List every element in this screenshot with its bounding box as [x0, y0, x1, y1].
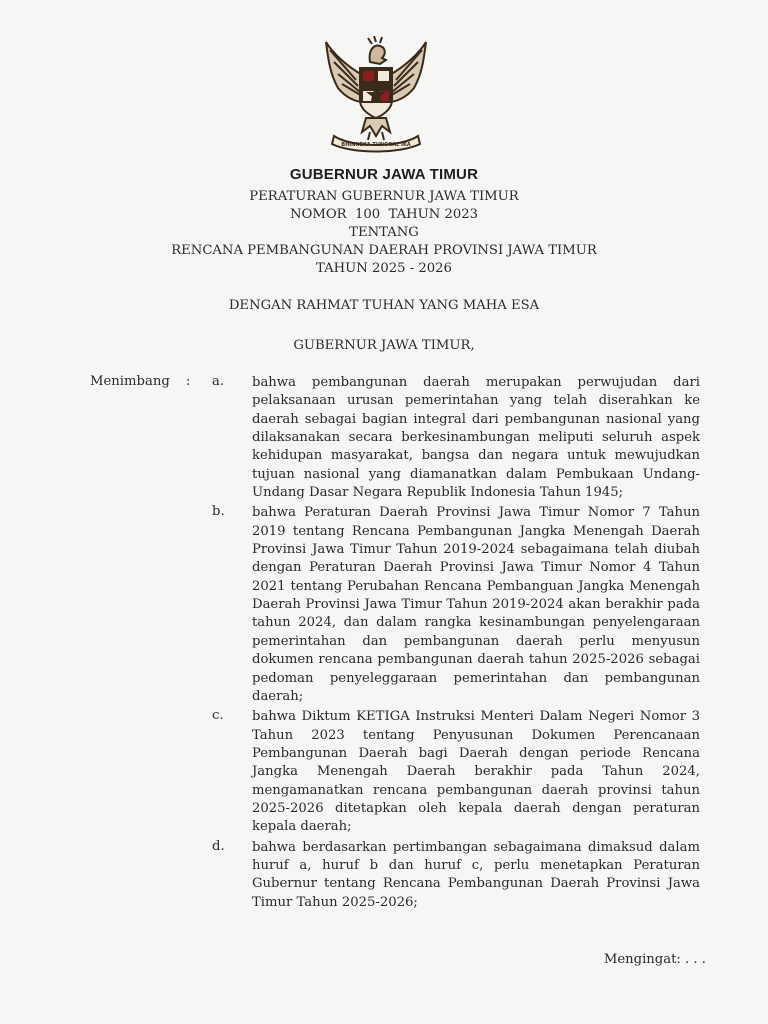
issuer-line: GUBERNUR JAWA TIMUR,: [293, 338, 475, 353]
regulation-period: TAHUN 2025 - 2026: [316, 261, 452, 276]
item-letter: c.: [212, 708, 224, 724]
regulation-heading: [0, 188, 768, 278]
regulation-subject: RENCANA PEMBANGUNAN DAERAH PROVINSI JAWA TIMUR: [171, 243, 597, 258]
considering-label: Menimbang: [90, 374, 170, 389]
list-item: [212, 504, 700, 706]
continuation-note: Mengingat: . . .: [603, 952, 706, 967]
item-letter: a.: [212, 374, 225, 389]
item-text: bahwa Peraturan Daerah Provinsi Jawa Timur Nomor 7 Tahun 2019 tentang Rencana Pembangunan Jangka Menengah Daerah Provinsi Jawa Timur Tahun 2019-2024 sebagaimana telah diubah dengan Peraturan Daerah Provinsi Jawa Timur Nomor 4 Tahun 2021 tentang Perubahan Rencana Pembanguan Jangka Menengah Daerah Provinsi Jawa Timur Tahun 2019-2024 akan berakhir pada tahun 2024, dan dalam rangka kesinambungan penyelengaraan pemerintahan dan pembangunan daerah perlu menyusun dokumen rencana pembangunan daerah tahun 2025-2026 sebagai pedoman penyeleggaraan pemerintahan dan pembangunan daerah;: [252, 505, 700, 704]
regulation-about: TENTANG: [349, 225, 419, 240]
garuda-pancasila-emblem-icon: [316, 36, 436, 154]
list-item: [212, 374, 700, 502]
considering-items: [212, 374, 700, 914]
list-item: [212, 839, 700, 912]
considering-colon: :: [186, 374, 191, 389]
svg-text:BHINNEKA TUNGGAL IKA: BHINNEKA TUNGGAL IKA: [341, 142, 411, 148]
item-text: bahwa pembangunan daerah merupakan perwujudan dari pelaksanaan urusan pemerintahan yang telah diserahkan ke daerah sebagai bagian integral dari pembangunan nasional yang dilaksanakan secara berkesinambungan meliputi seluruh aspek kehidupan masyarakat, bangsa dan negara untuk mewujudkan tujuan nasional yang diamanatkan dalam Pembukaan Undang-Undang Dasar Negara Republik Indonesia Tahun 1945;: [252, 375, 700, 501]
item-text: bahwa Diktum KETIGA Instruksi Menteri Dalam Negeri Nomor 3 Tahun 2023 tentang Penyusunan Dokumen Perencanaan Pembangunan Daerah bagi Daerah dengan periode Rencana Jangka Menengah Daerah berakhir pada Tahun 2024, mengamanatkan rencana pembangunan daerah provinsi tahun 2025-2026 ditetapkan oleh kepala daerah dengan peraturan kepala daerah;: [252, 709, 700, 835]
governor-title: GUBERNUR JAWA TIMUR: [289, 166, 479, 183]
list-item: [212, 708, 700, 836]
item-letter: d.: [212, 838, 225, 854]
regulation-type: PERATURAN GUBERNUR JAWA TIMUR: [249, 189, 519, 204]
preamble: DENGAN RAHMAT TUHAN YANG MAHA ESA: [228, 298, 540, 313]
regulation-number: NOMOR 100 TAHUN 2023: [289, 207, 479, 222]
item-text: bahwa berdasarkan pertimbangan sebagaimana dimaksud dalam huruf a, huruf b dan huruf c, perlu menetapkan Peraturan Gubernur tentang Rencana Pembangunan Daerah Provinsi Jawa Timur Tahun 2025-2026;: [252, 839, 700, 910]
item-letter: b.: [212, 504, 225, 520]
